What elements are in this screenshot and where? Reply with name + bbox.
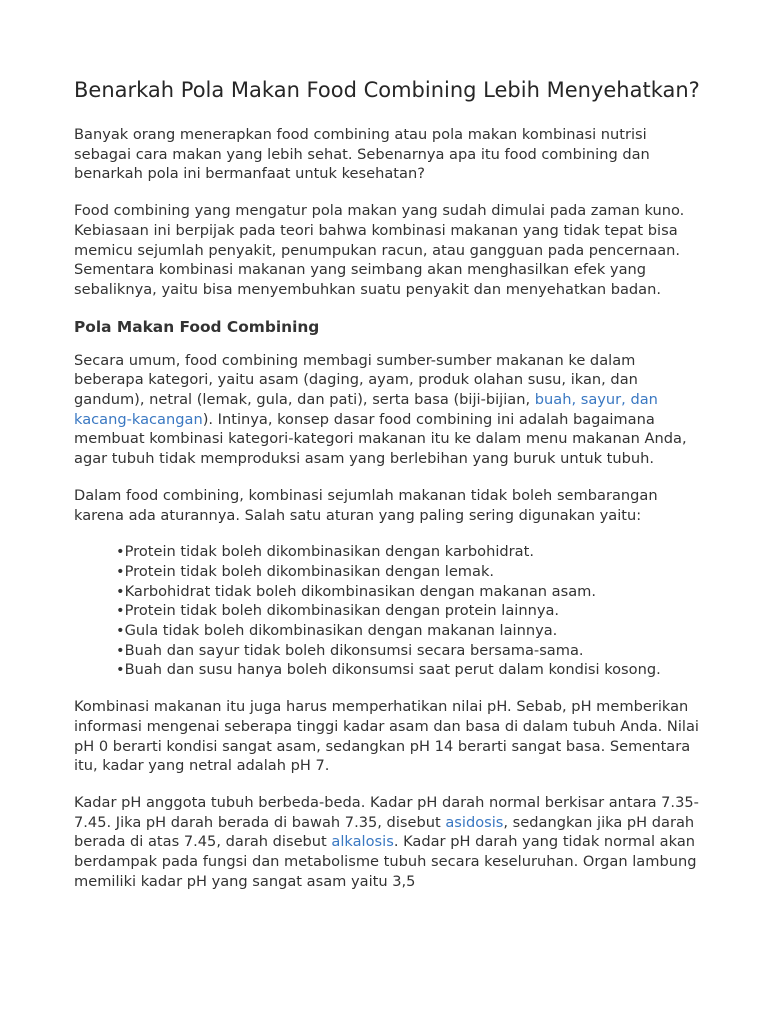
paragraph-ph: Kombinasi makanan itu juga harus memperhatikan nilai pH. Sebab, pH memberikan informasi mengenai seberapa tinggi kadar asam dan basa di dalam tubuh Anda. Nilai pH 0 berarti kondisi sangat asam, sedangkan pH 14 berarti sangat basa. Sementara itu, kadar yang netral adalah pH 7. xyxy=(74,698,699,775)
paragraph-categories xyxy=(74,351,704,469)
list-item: •Protein tidak boleh dikombinasikan dengan lemak. xyxy=(116,562,495,580)
link-buah-sayur-kacang[interactable]: buah, sayur, dan kacang-kacangan xyxy=(74,391,658,428)
paragraph-text: ). Intinya, konsep dasar food combining ini adalah bagaimana membuat kombinasi kategori-kategori makanan itu ke dalam menu makanan Anda, agar tubuh tidak memproduksi asam yang berlebihan yang buruk untuk tubuh. xyxy=(74,410,687,468)
paragraph-rules-intro: Dalam food combining, kombinasi sejumlah makanan tidak boleh sembarangan karena ada aturannya. Salah satu aturan yang paling sering digunakan yaitu: xyxy=(74,486,658,524)
list-item: •Protein tidak boleh dikombinasikan dengan protein lainnya. xyxy=(116,602,560,620)
article-title: Benarkah Pola Makan Food Combining Lebih Menyehatkan? xyxy=(74,78,700,102)
link-asidosis[interactable]: asidosis xyxy=(445,813,504,831)
paragraph-text: Secara umum, food combining membagi sumber-sumber makanan ke dalam beberapa kategori, yaitu asam (daging, ayam, produk olahan susu, ikan, dan gandum), netral (lemak, gula, dan pati), serta basa (biji-bijian, xyxy=(74,351,638,409)
article xyxy=(74,78,704,909)
list-item: •Buah dan susu hanya boleh dikonsumsi saat perut dalam kondisi kosong. xyxy=(116,661,661,679)
paragraph-text: , sedangkan jika pH darah berada di atas 7.45, darah disebut xyxy=(74,813,695,851)
paragraph-blood-ph xyxy=(74,793,704,892)
list-item: •Buah dan sayur tidak boleh dikonsumsi secara bersama-sama. xyxy=(116,641,584,659)
section-heading: Pola Makan Food Combining xyxy=(74,317,320,336)
paragraph-history: Food combining yang mengatur pola makan yang sudah dimulai pada zaman kuno. Kebiasaan ini berpijak pada teori bahwa kombinasi makanan yang tidak tepat bisa memicu sejumlah penyakit, penumpukan racun, atau gangguan pada pencernaan. Sementara kombinasi makanan yang seimbang akan menghasilkan efek yang sebaliknya, yaitu bisa menyembuhkan suatu penyakit dan menyehatkan badan. xyxy=(74,202,685,298)
list-item: •Protein tidak boleh dikombinasikan dengan karbohidrat. xyxy=(116,543,534,561)
rules-list xyxy=(74,542,704,680)
paragraph-text: Kadar pH anggota tubuh berbeda-beda. Kadar pH darah normal berkisar antara 7.35-7.45. Jika pH darah berada di bawah 7.35, disebut xyxy=(74,793,699,831)
list-item: •Gula tidak boleh dikombinasikan dengan makanan lainnya. xyxy=(116,622,558,640)
link-alkalosis[interactable]: alkalosis xyxy=(331,833,394,851)
paragraph-intro: Banyak orang menerapkan food combining atau pola makan kombinasi nutrisi sebagai cara makan yang lebih sehat. Sebenarnya apa itu food combining dan benarkah pola ini bermanfaat untuk kesehatan? xyxy=(74,126,650,183)
paragraph-text: . Kadar pH darah yang tidak normal akan berdampak pada fungsi dan metabolisme tubuh secara keseluruhan. Organ lambung memiliki kadar pH yang sangat asam yaitu 3,5 xyxy=(74,833,697,890)
list-item: •Karbohidrat tidak boleh dikombinasikan dengan makanan asam. xyxy=(116,582,597,600)
